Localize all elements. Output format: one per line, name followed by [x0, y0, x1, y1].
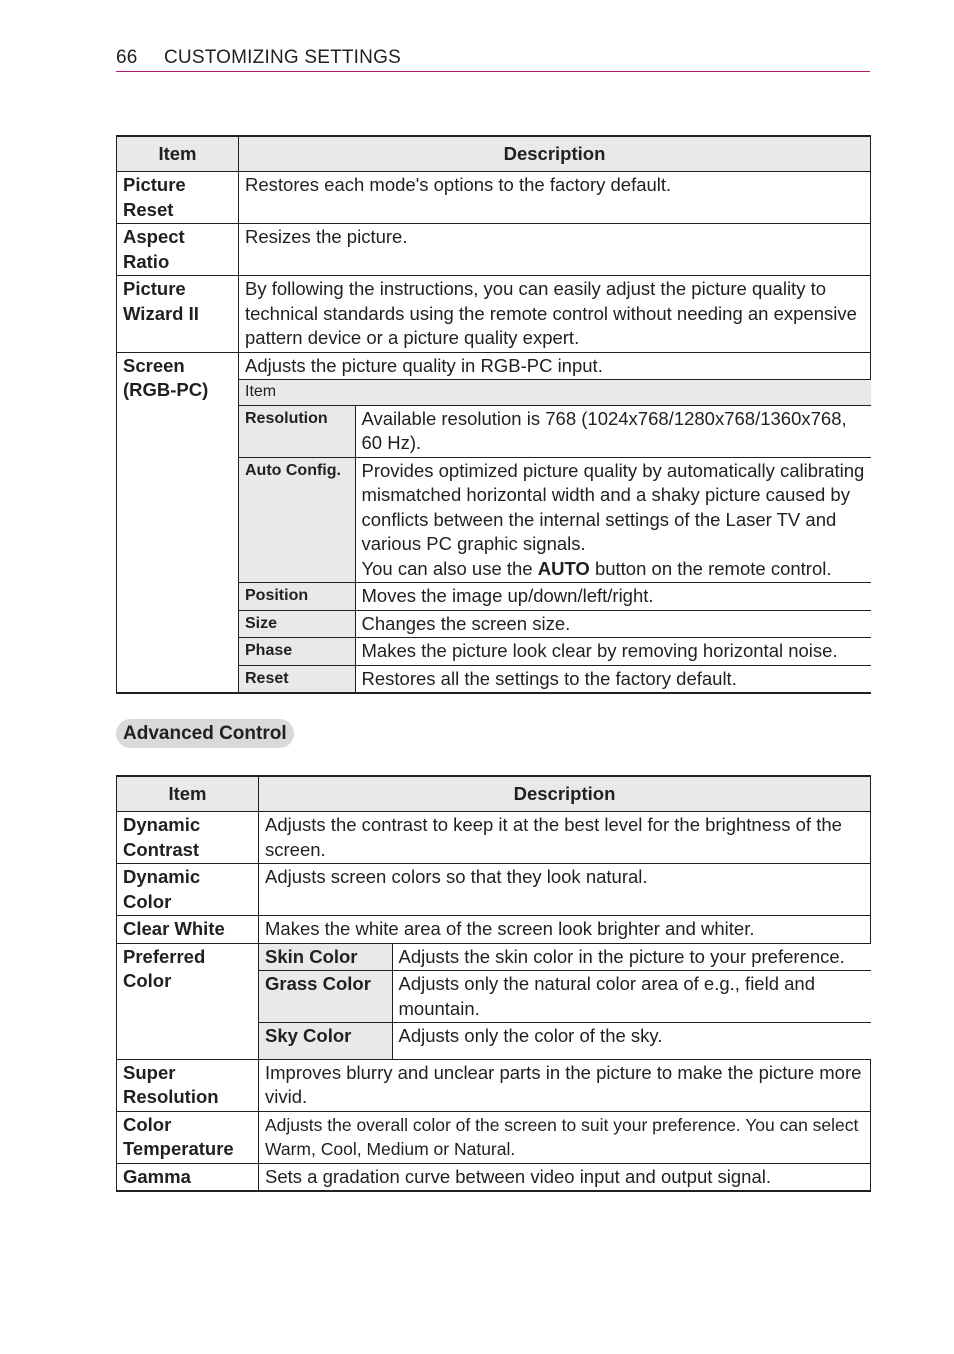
row-item: Preferred Color [117, 943, 259, 1059]
row-item: Clear White [117, 916, 259, 944]
subrow-description: Available resolution is 768 (1024x768/1280x768/1360x768, 60 Hz). [355, 405, 871, 457]
row-description: Sets a gradation curve between video input and output signal. [259, 1163, 871, 1191]
table-row-screen [117, 352, 871, 380]
row-description: Adjusts the picture quality in RGB-PC input. [239, 352, 871, 380]
row-description: Adjusts screen colors so that they look natural. [259, 864, 871, 916]
table-row [117, 172, 871, 224]
subrow-item: Grass Color [259, 971, 392, 1023]
section-label-advanced-control: Advanced Control [116, 719, 294, 748]
subrow-description: Adjusts only the natural color area of e.g., field and mountain. [392, 971, 871, 1023]
row-item: Aspect Ratio [117, 224, 239, 276]
column-header-item: Item [117, 136, 239, 172]
nested-table-cell [259, 943, 871, 1059]
subtable-row [239, 638, 871, 666]
subrow-description: Restores all the settings to the factory default. [355, 665, 871, 692]
subrow-item: Skin Color [259, 944, 392, 971]
table-row [117, 1111, 871, 1163]
row-item: Picture Reset [117, 172, 239, 224]
row-description: Resizes the picture. [239, 224, 871, 276]
row-description: Adjusts the contrast to keep it at the best level for the brightness of the screen. [259, 812, 871, 864]
subrow-description: Moves the image up/down/left/right. [355, 583, 871, 611]
subtable-row [259, 971, 871, 1023]
table-header-row [117, 776, 871, 812]
subrow-item: Reset [239, 665, 355, 692]
row-description: By following the instructions, you can easily adjust the picture quality to technical standards using the remote control without needing an expensive pattern device or a picture quality expert. [239, 276, 871, 353]
subrow-item: Resolution [239, 405, 355, 457]
page-number: 66 [116, 47, 138, 68]
subrow-description: Changes the screen size. [355, 610, 871, 638]
subrow-item: Sky Color [259, 1023, 392, 1059]
subrow-description: Adjusts the skin color in the picture to your preference. [392, 944, 871, 971]
subtable-row [239, 405, 871, 457]
picture-settings-table [116, 135, 871, 694]
subtable-header-row [239, 380, 871, 405]
row-description: Restores each mode's options to the factory default. [239, 172, 871, 224]
subtable-row [259, 1023, 871, 1059]
table-row [117, 1163, 871, 1191]
row-item: Color Temperature [117, 1111, 259, 1163]
note-pre: You can also use the [361, 557, 538, 579]
page-header [116, 47, 870, 72]
table-row [117, 276, 871, 353]
auto-button-label: AUTO [537, 557, 590, 579]
row-item: Super Resolution [117, 1059, 259, 1111]
row-item: Picture Wizard II [117, 276, 239, 353]
row-item: Screen (RGB-PC) [117, 352, 239, 693]
subtable-row [259, 944, 871, 971]
advanced-control-table [116, 775, 871, 1192]
table-row [117, 864, 871, 916]
subtable-row [239, 665, 871, 692]
table-row [117, 812, 871, 864]
subrow-description: Adjusts only the color of the sky. [392, 1023, 871, 1059]
auto-config-text: Provides optimized picture quality by automatically calibrating mismatched horizontal width and a shaky picture caused by conflicts between the internal settings of the Laser TV and various PC graphic signals. [361, 459, 865, 554]
row-item: Dynamic Color [117, 864, 259, 916]
subrow-item: Size [239, 610, 355, 638]
rgb-pc-subtable [239, 380, 871, 692]
subrow-item: Position [239, 583, 355, 611]
row-description: Makes the white area of the screen look brighter and whiter. [259, 916, 871, 944]
subrow-description: Makes the picture look clear by removing horizontal noise. [355, 638, 871, 666]
column-header-description: Description [259, 776, 871, 812]
subtable-header: Item [239, 380, 871, 405]
table-row [117, 1059, 871, 1111]
row-item: Dynamic Contrast [117, 812, 259, 864]
preferred-color-subtable [259, 944, 871, 1059]
row-description: Improves blurry and unclear parts in the picture to make the picture more vivid. [259, 1059, 871, 1111]
nested-table-cell [239, 380, 871, 694]
subrow-item: Phase [239, 638, 355, 666]
table-row-preferred-color [117, 943, 871, 1059]
section-title: CUSTOMIZING SETTINGS [164, 47, 401, 68]
table-row [117, 224, 871, 276]
subrow-description [355, 457, 871, 583]
column-header-description: Description [239, 136, 871, 172]
table-header-row [117, 136, 871, 172]
row-description: Adjusts the overall color of the screen to suit your preference. You can select Warm, Cool, Medium or Natural. [259, 1111, 871, 1163]
subtable-row [239, 583, 871, 611]
subrow-item: Auto Config. [239, 457, 355, 583]
note-post: button on the remote control. [589, 557, 832, 579]
subtable-row [239, 610, 871, 638]
table-row [117, 916, 871, 944]
subtable-row [239, 457, 871, 583]
row-item: Gamma [117, 1163, 259, 1191]
column-header-item: Item [117, 776, 259, 812]
